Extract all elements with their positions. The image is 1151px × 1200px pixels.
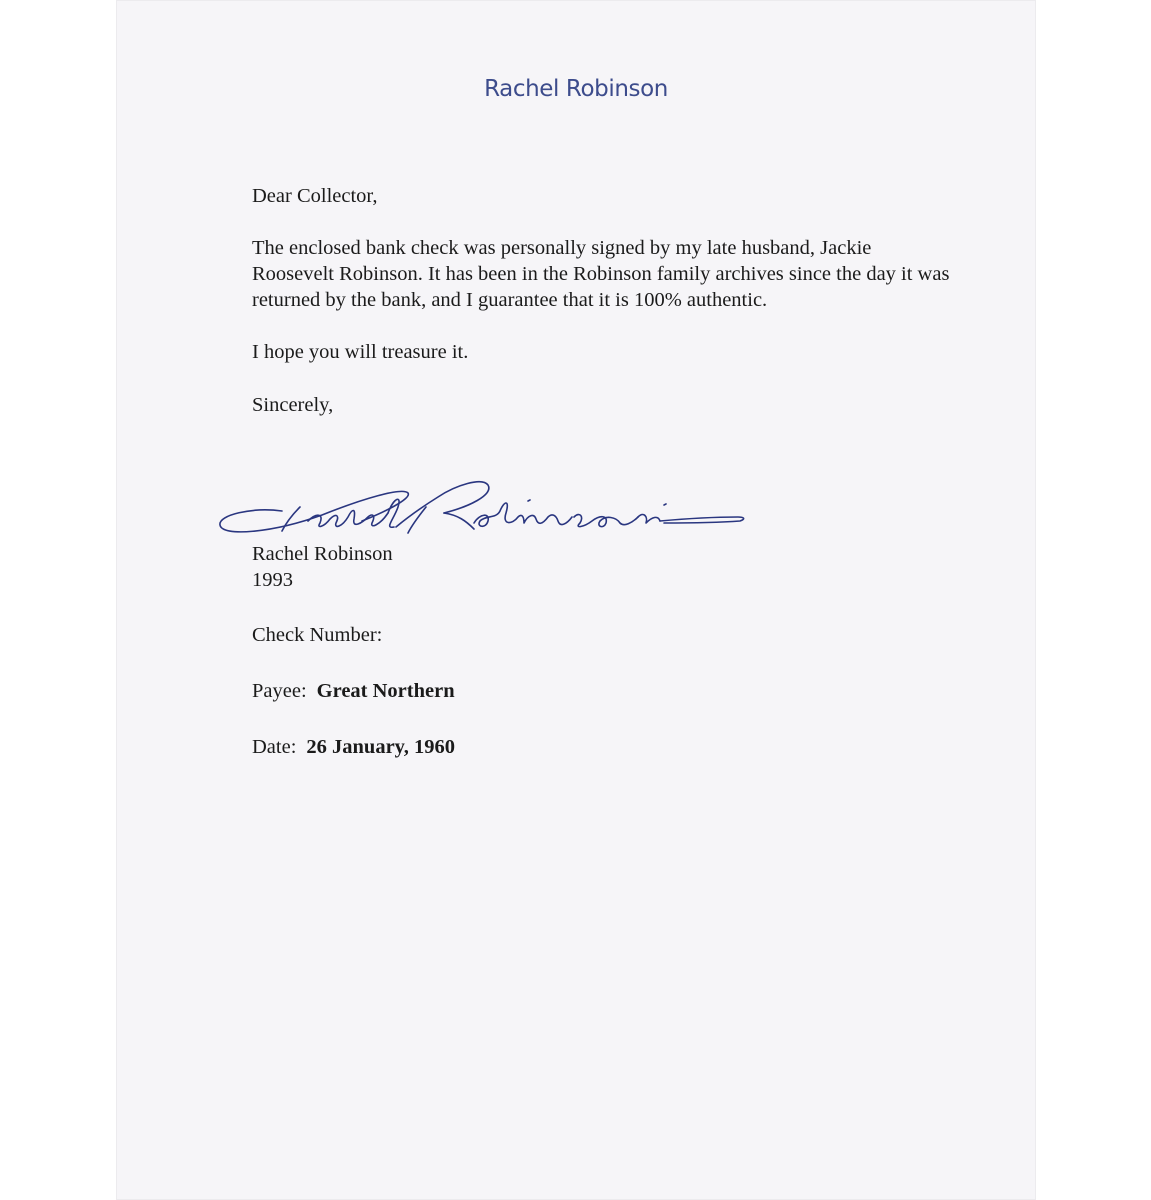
date-label: Date: — [252, 736, 297, 758]
payee-row — [252, 678, 455, 704]
salutation: Dear Collector, — [252, 185, 378, 207]
closing-salutation: Sincerely, — [252, 394, 334, 416]
date-row — [252, 734, 455, 760]
check-details — [252, 622, 455, 790]
signer-block — [252, 541, 393, 593]
payee-value: Great Northern — [316, 680, 455, 702]
letter-year: 1993 — [252, 569, 293, 591]
letter-sheet — [116, 0, 1036, 1200]
check-number-row — [252, 622, 455, 648]
check-number-label: Check Number: — [252, 624, 383, 646]
letterhead-name: Rachel Robinson — [484, 76, 668, 102]
letter-body — [252, 183, 952, 418]
closing-paragraph: I hope you will treasure it. — [252, 341, 469, 363]
handwritten-signature — [212, 467, 752, 541]
date-value: 26 January, 1960 — [306, 736, 456, 758]
payee-label: Payee: — [252, 680, 307, 702]
main-paragraph: The enclosed bank check was personally signed by my late husband, Jackie Roosevelt Robinson. It has been in the Robinson family archives since the day it was returned by the bank, and I guarantee that it is 100% authentic. — [252, 237, 950, 311]
signer-name: Rachel Robinson — [252, 543, 393, 565]
